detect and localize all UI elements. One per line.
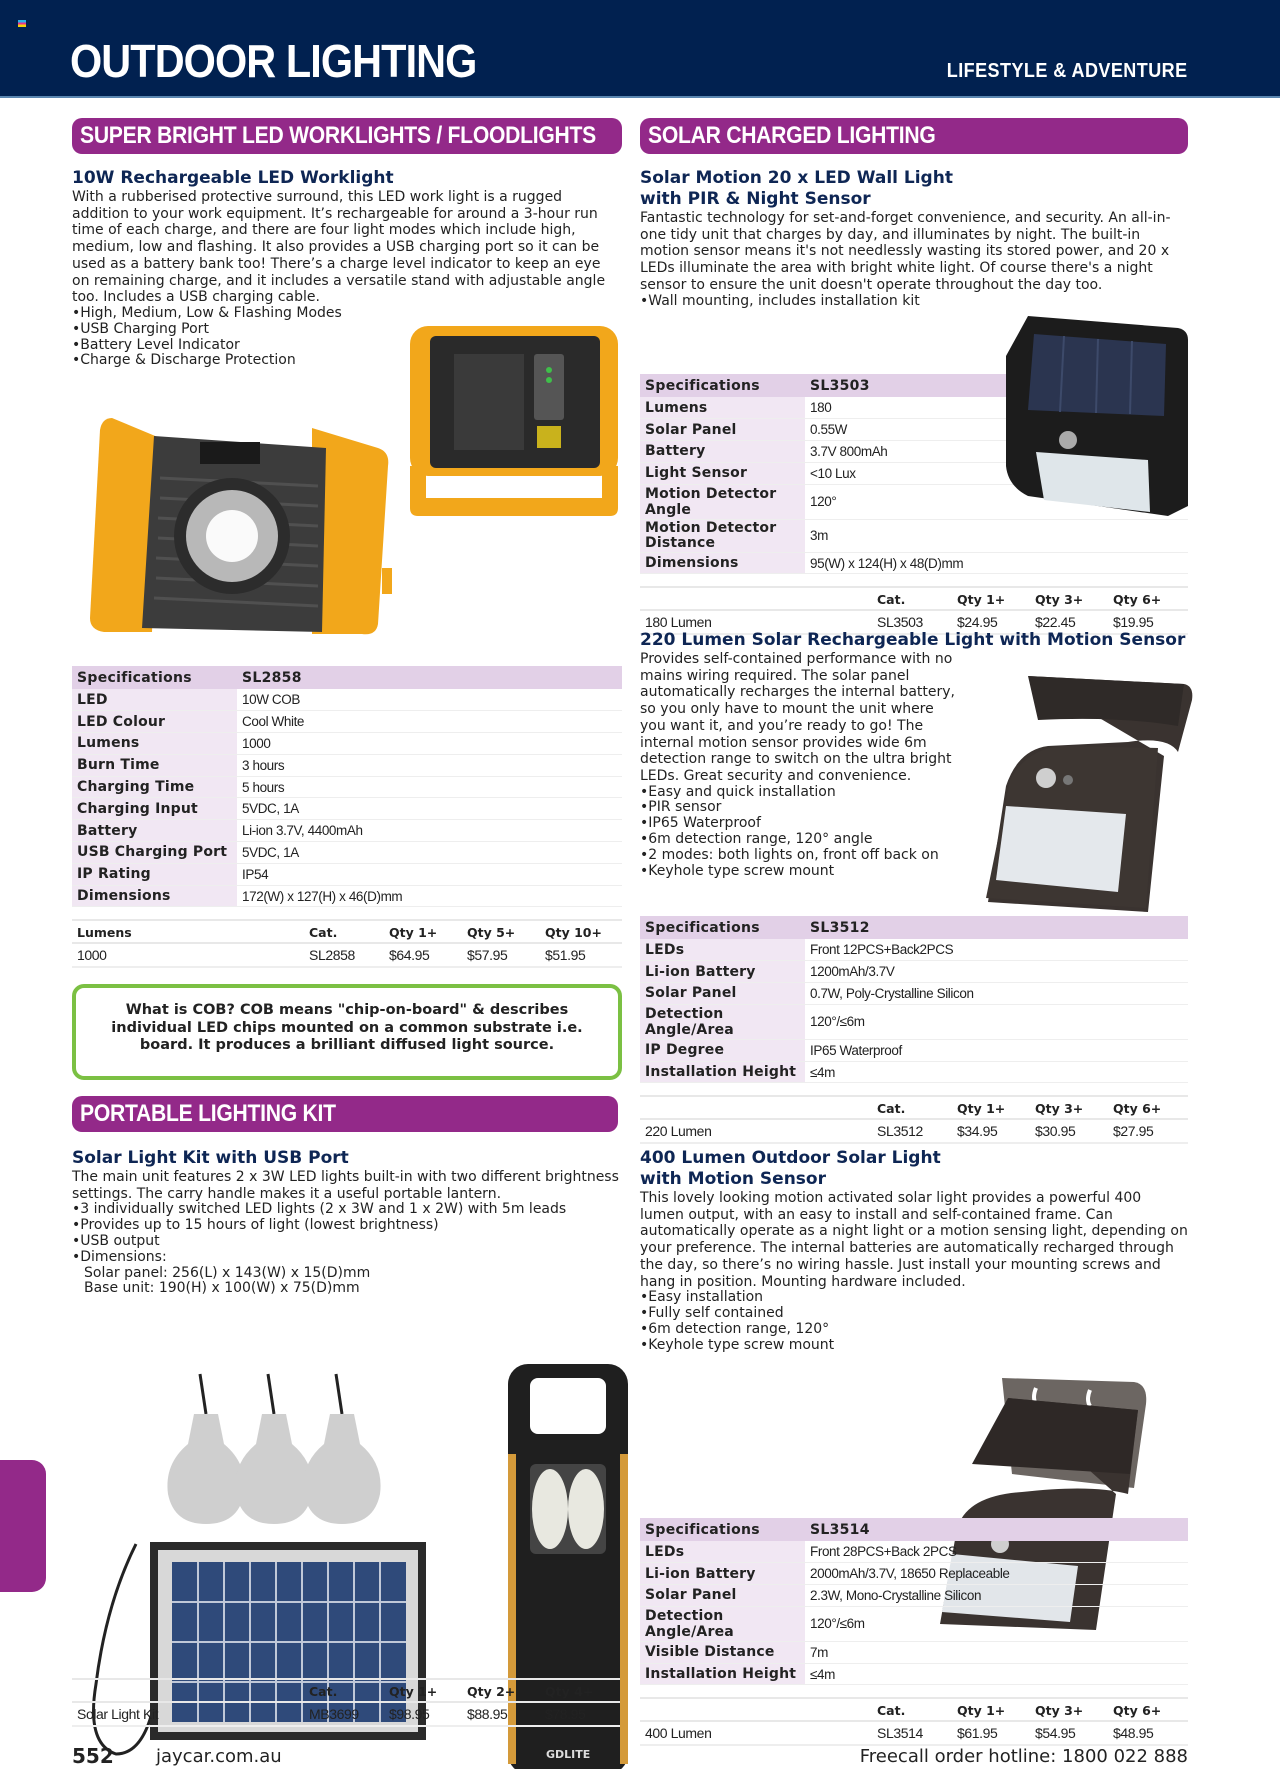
product-description: With a rubberised protective surround, this LED work light is a rugged addition to your work equipment. It’s rechargeable for around a 3-hour run time of each charge, and there are four light modes which include high, medium, low and flashing. It also provides a USB charging port so it can be used as a battery bank too! There’s a charge level indicator to keep an eye on remaining charge, and it includes a versatile stand with adjustable angle too. Includes a USB charging cable. xyxy=(72,189,606,306)
cob-info-box: What is COB? COB means "chip-on-board" & describes individual LED chips mounted on a common substrate i.e. board. It produces a brilliant diffused light source. xyxy=(72,984,622,1080)
spec-header-label: Specifications xyxy=(640,1518,805,1541)
cat-number: SL3503 xyxy=(872,610,952,634)
section-header-worklights: SUPER BRIGHT LED WORKLIGHTS / FLOODLIGHTS xyxy=(72,118,622,154)
spec-key: LED xyxy=(72,689,237,711)
product-title: 400 Lumen Outdoor Solar Light xyxy=(640,1148,941,1168)
spec-value: <10 Lux xyxy=(805,462,1188,484)
spec-key: Detection Angle/Area xyxy=(640,1606,805,1641)
price-col-header xyxy=(640,1096,872,1119)
spec-table-sl2858 xyxy=(72,666,622,907)
spec-row xyxy=(640,1563,1188,1585)
price-variant: 1000 xyxy=(72,943,304,967)
price-row xyxy=(72,943,622,967)
spec-row xyxy=(72,776,622,798)
color-registration-mark xyxy=(18,20,26,27)
price: $61.95 xyxy=(952,1721,1030,1745)
spec-value: 0.7W, Poly-Crystalline Silicon xyxy=(805,983,1188,1005)
spec-key: Solar Panel xyxy=(640,1585,805,1607)
product-description: Provides self-contained performance with no mains wiring required. The solar panel automatically recharges the internal battery, so you only have to mount the unit where you want it, and you’re ready to go! The internal motion sensor provides wide 6m detection range to switch on the ultra bright LEDs. Great security and convenience. xyxy=(640,651,955,784)
spec-value: Cool White xyxy=(237,711,622,733)
spec-key: Detection Angle/Area xyxy=(640,1004,805,1039)
spec-key: Dimensions xyxy=(640,552,805,574)
price-row xyxy=(640,1721,1188,1745)
spec-row xyxy=(640,983,1188,1005)
price-col-header: Cat. xyxy=(304,920,384,943)
price: $30.95 xyxy=(1030,1119,1108,1143)
spec-row xyxy=(640,1004,1188,1039)
price: $27.95 xyxy=(1108,1119,1188,1143)
spec-row xyxy=(72,842,622,864)
price-col-header: Qty 1+ xyxy=(952,1698,1030,1721)
price-col-header: Qty 3+ xyxy=(1030,587,1108,610)
spec-row xyxy=(640,552,1188,574)
price-table-sl3503 xyxy=(640,586,1188,635)
spec-row xyxy=(640,1039,1188,1061)
product-light-400 xyxy=(640,1148,1188,1353)
price: $19.95 xyxy=(1108,610,1188,634)
spec-value: 10W COB xyxy=(237,689,622,711)
price-row xyxy=(72,1702,620,1726)
price: $57.95 xyxy=(462,943,540,967)
price-col-header: Qty 1+ xyxy=(952,587,1030,610)
worklight-back-image xyxy=(404,318,624,518)
product-wall-light-20 xyxy=(640,168,1188,309)
price-table-mb3699 xyxy=(72,1678,620,1727)
product-description: This lovely looking motion activated solar light provides a powerful 400 lumen output, with an easy to install and self-contained frame. Can automatically operate as a night light or a motion sensing light, depending on your preference. The internal batteries are automatically recharged through the day, so there’s no wiring hassle. Just install your mounting screws and hang in position. Mounting hardware included. xyxy=(640,1190,1188,1290)
price: $88.95 xyxy=(462,1702,540,1726)
price-row xyxy=(640,1119,1188,1143)
feature-item: • Provides up to 15 hours of light (lowest brightness) xyxy=(72,1218,622,1234)
section-side-tab xyxy=(0,1460,46,1592)
price-col-header xyxy=(72,1679,304,1702)
spec-value: 5 hours xyxy=(237,776,622,798)
spec-key: Li-ion Battery xyxy=(640,1563,805,1585)
spec-key: Visible Distance xyxy=(640,1641,805,1663)
spec-value: ≤4m xyxy=(805,1061,1188,1083)
feature-item: • Wall mounting, includes installation kit xyxy=(640,294,1188,310)
svg-text:GDLITE: GDLITE xyxy=(546,1748,591,1761)
spec-header-cat: SL3512 xyxy=(805,916,1188,939)
price-col-header: Qty 3+ xyxy=(1030,1096,1108,1119)
light-220-image xyxy=(958,666,1194,912)
price-table-sl2858 xyxy=(72,919,622,968)
spec-value: 120°/≤6m xyxy=(805,1606,1188,1641)
price: $98.95 xyxy=(384,1702,462,1726)
feature-item: • 2 modes: both lights on, front off back on xyxy=(640,848,1188,864)
price: $48.95 xyxy=(1108,1721,1188,1745)
category-label: LIFESTYLE & ADVENTURE xyxy=(947,60,1188,82)
spec-row xyxy=(640,961,1188,983)
product-solar-kit xyxy=(72,1148,622,1297)
spec-row xyxy=(72,733,622,755)
price: $64.95 xyxy=(384,943,462,967)
spec-value: 2000mAh/3.7V, 18650 Replaceable xyxy=(805,1563,1188,1585)
spec-row xyxy=(72,820,622,842)
spec-row xyxy=(640,1541,1188,1563)
price: $24.95 xyxy=(952,610,1030,634)
spec-row xyxy=(72,689,622,711)
price-col-header: Qty 1+ xyxy=(384,1679,462,1702)
price-variant: Solar Light Kit xyxy=(72,1702,304,1726)
product-description: The main unit features 2 x 3W LED lights built-in with two different brightness settings. The carry handle makes it a useful portable lantern. xyxy=(72,1169,619,1202)
product-title: Solar Light Kit with USB Port xyxy=(72,1148,349,1168)
cat-number: SL3514 xyxy=(872,1721,952,1745)
feature-item: • Dimensions: xyxy=(72,1250,622,1266)
feature-item: • IP65 Waterproof xyxy=(640,816,1188,832)
price-table-sl3514 xyxy=(640,1697,1188,1746)
worklight-spec-block xyxy=(72,666,622,968)
price-table-sl3512 xyxy=(640,1095,1188,1144)
spec-value: 95(W) x 124(H) x 48(D)mm xyxy=(805,552,1188,574)
feature-item: • USB Charging Port xyxy=(72,322,622,338)
price-col-header: Qty 5+ xyxy=(462,920,540,943)
spec-value: 3 hours xyxy=(237,754,622,776)
spec-key: IP Degree xyxy=(640,1039,805,1061)
feature-item: • Charge & Discharge Protection xyxy=(72,353,622,369)
price-col-header: Qty 4+ xyxy=(540,1679,620,1702)
page-number: 552 xyxy=(72,1744,114,1768)
spec-row xyxy=(640,1641,1188,1663)
dimension-line: Solar panel: 256(L) x 143(W) x 15(D)mm xyxy=(84,1264,371,1281)
feature-item: • Easy installation xyxy=(640,1290,1188,1306)
spec-key: Solar Panel xyxy=(640,419,805,441)
spec-table-sl3512 xyxy=(640,916,1188,1083)
spec-header-cat: SL3503 xyxy=(805,374,1188,397)
feature-item: • 6m detection range, 120° angle xyxy=(640,832,1188,848)
spec-value: 0.55W xyxy=(805,419,1188,441)
price-col-header: Cat. xyxy=(872,1698,952,1721)
light-220-spec-block xyxy=(640,916,1188,1144)
spec-table-sl3514 xyxy=(640,1518,1188,1685)
spec-key: Installation Height xyxy=(640,1663,805,1685)
spec-value: IP65 Waterproof xyxy=(805,1039,1188,1061)
spec-value: 1200mAh/3.7V xyxy=(805,961,1188,983)
product-description: Fantastic technology for set-and-forget convenience, and security. An all-in-one tidy unit that charges by day, and illuminates by night. The built-in motion sensor means it's not needlessly wasting its stored power, and 20 x LEDs illuminate the area with bright white light. Of course there's a night sensor to ensure the unit doesn't operate throughout the day too. xyxy=(640,210,1171,293)
spec-row xyxy=(72,885,622,907)
spec-header-label: Specifications xyxy=(640,374,805,397)
spec-value: Li-ion 3.7V, 4400mAh xyxy=(237,820,622,842)
spec-row xyxy=(72,711,622,733)
price-variant: 400 Lumen xyxy=(640,1721,872,1745)
spec-value: 120°/≤6m xyxy=(805,1004,1188,1039)
price-col-header: Qty 3+ xyxy=(1030,1698,1108,1721)
spec-key: LEDs xyxy=(640,1541,805,1563)
product-title: 10W Rechargeable LED Worklight xyxy=(72,168,394,188)
spec-key: LEDs xyxy=(640,939,805,961)
hotline-text: Freecall order hotline: 1800 022 888 xyxy=(859,1746,1188,1767)
price-col-header: Qty 2+ xyxy=(462,1679,540,1702)
price-col-header: Qty 1+ xyxy=(952,1096,1030,1119)
website-link[interactable]: jaycar.com.au xyxy=(156,1746,282,1767)
spec-key: Charging Input xyxy=(72,798,237,820)
spec-key: Motion Detector Distance xyxy=(640,519,805,552)
spec-value: 2.3W, Mono-Crystalline Silicon xyxy=(805,1585,1188,1607)
spec-value: 5VDC, 1A xyxy=(237,798,622,820)
wall-light-20-image xyxy=(998,306,1190,536)
price: $51.95 xyxy=(540,943,622,967)
cat-number: MB3699 xyxy=(304,1702,384,1726)
spec-key: Solar Panel xyxy=(640,983,805,1005)
spec-key: Installation Height xyxy=(640,1061,805,1083)
spec-key: LED Colour xyxy=(72,711,237,733)
spec-value: 3.7V 800mAh xyxy=(805,441,1188,463)
price: $78.95 xyxy=(540,1702,620,1726)
price-col-header: Cat. xyxy=(872,1096,952,1119)
spec-key: Battery xyxy=(72,820,237,842)
feature-item: • USB output xyxy=(72,1234,622,1250)
feature-item: • Keyhole type screw mount xyxy=(640,864,1188,880)
price-col-header: Qty 6+ xyxy=(1108,1096,1188,1119)
right-column xyxy=(640,118,1190,1742)
price-col-header: Qty 6+ xyxy=(1108,1698,1188,1721)
spec-value: IP54 xyxy=(237,863,622,885)
spec-key: Lumens xyxy=(72,733,237,755)
spec-value: ≤4m xyxy=(805,1663,1188,1685)
spec-key: Dimensions xyxy=(72,885,237,907)
price-col-header: Cat. xyxy=(872,587,952,610)
feature-list xyxy=(640,1290,1188,1353)
spec-header-cat: SL2858 xyxy=(237,666,622,689)
price-col-header xyxy=(640,1698,872,1721)
product-title-line2: with PIR & Night Sensor xyxy=(640,189,871,209)
spec-key: Battery xyxy=(640,441,805,463)
spec-row xyxy=(640,1585,1188,1607)
spec-value: Front 12PCS+Back2PCS xyxy=(805,939,1188,961)
light-400-spec-block xyxy=(640,1518,1188,1746)
spec-row xyxy=(640,1606,1188,1641)
feature-item: • 6m detection range, 120° xyxy=(640,1322,1188,1338)
spec-header-label: Specifications xyxy=(72,666,237,689)
worklight-front-image xyxy=(82,408,392,638)
cat-number: SL3512 xyxy=(872,1119,952,1143)
price-col-header: Qty 1+ xyxy=(384,920,462,943)
spec-header-cat: SL3514 xyxy=(805,1518,1188,1541)
dimension-line: Base unit: 190(H) x 100(W) x 75(D)mm xyxy=(84,1280,360,1297)
price: $34.95 xyxy=(952,1119,1030,1143)
product-title: Solar Motion 20 x LED Wall Light xyxy=(640,168,953,188)
spec-key: Motion Detector Angle xyxy=(640,484,805,519)
spec-key: Light Sensor xyxy=(640,462,805,484)
spec-row xyxy=(640,939,1188,961)
feature-list xyxy=(72,1202,622,1297)
spec-value: 3m xyxy=(805,519,1188,552)
price-variant: 220 Lumen xyxy=(640,1119,872,1143)
feature-item: • Keyhole type screw mount xyxy=(640,1338,1188,1354)
spec-key: Lumens xyxy=(640,397,805,419)
spec-value: 180 xyxy=(805,397,1188,419)
spec-row xyxy=(640,1663,1188,1685)
spec-header-label: Specifications xyxy=(640,916,805,939)
section-header-solar: SOLAR CHARGED LIGHTING xyxy=(640,118,1188,154)
feature-item: • PIR sensor xyxy=(640,800,1188,816)
spec-value: 7m xyxy=(805,1641,1188,1663)
feature-item: • 3 individually switched LED lights (2 x 3W and 1 x 2W) with 5m leads xyxy=(72,1202,622,1218)
spec-key: Charging Time xyxy=(72,776,237,798)
spec-row xyxy=(72,754,622,776)
price-col-header: Qty 10+ xyxy=(540,920,622,943)
spec-value: 120° xyxy=(805,484,1188,519)
spec-value: Front 28PCS+Back 2PCS xyxy=(805,1541,1188,1563)
spec-key: Li-ion Battery xyxy=(640,961,805,983)
page-header xyxy=(0,0,1280,98)
spec-row xyxy=(72,798,622,820)
cat-number: SL2858 xyxy=(304,943,384,967)
price-col-header: Cat. xyxy=(304,1679,384,1702)
price-col-header xyxy=(640,587,872,610)
page-title: OUTDOOR LIGHTING xyxy=(70,35,477,87)
feature-item: • Battery Level Indicator xyxy=(72,338,622,354)
price: $22.45 xyxy=(1030,610,1108,634)
spec-key: Burn Time xyxy=(72,754,237,776)
feature-item: • High, Medium, Low & Flashing Modes xyxy=(72,306,622,322)
product-title-line2: with Motion Sensor xyxy=(640,1169,826,1189)
feature-item: • Fully self contained xyxy=(640,1306,1188,1322)
price: $54.95 xyxy=(1030,1721,1108,1745)
feature-item: • Easy and quick installation xyxy=(640,785,1188,801)
spec-key: IP Rating xyxy=(72,863,237,885)
product-title: 220 Lumen Solar Rechargeable Light with Motion Sensor xyxy=(640,630,1186,650)
spec-value: 1000 xyxy=(237,733,622,755)
price-col-header: Qty 6+ xyxy=(1108,587,1188,610)
spec-key: USB Charging Port xyxy=(72,842,237,864)
price-variant: 180 Lumen xyxy=(640,610,872,634)
spec-row xyxy=(640,1061,1188,1083)
solar-kit-price-block xyxy=(72,1678,620,1727)
price-col-header: Lumens xyxy=(72,920,304,943)
spec-value: 172(W) x 127(H) x 46(D)mm xyxy=(237,885,622,907)
spec-value: 5VDC, 1A xyxy=(237,842,622,864)
spec-row xyxy=(72,863,622,885)
section-header-portable: PORTABLE LIGHTING KIT xyxy=(72,1096,618,1132)
